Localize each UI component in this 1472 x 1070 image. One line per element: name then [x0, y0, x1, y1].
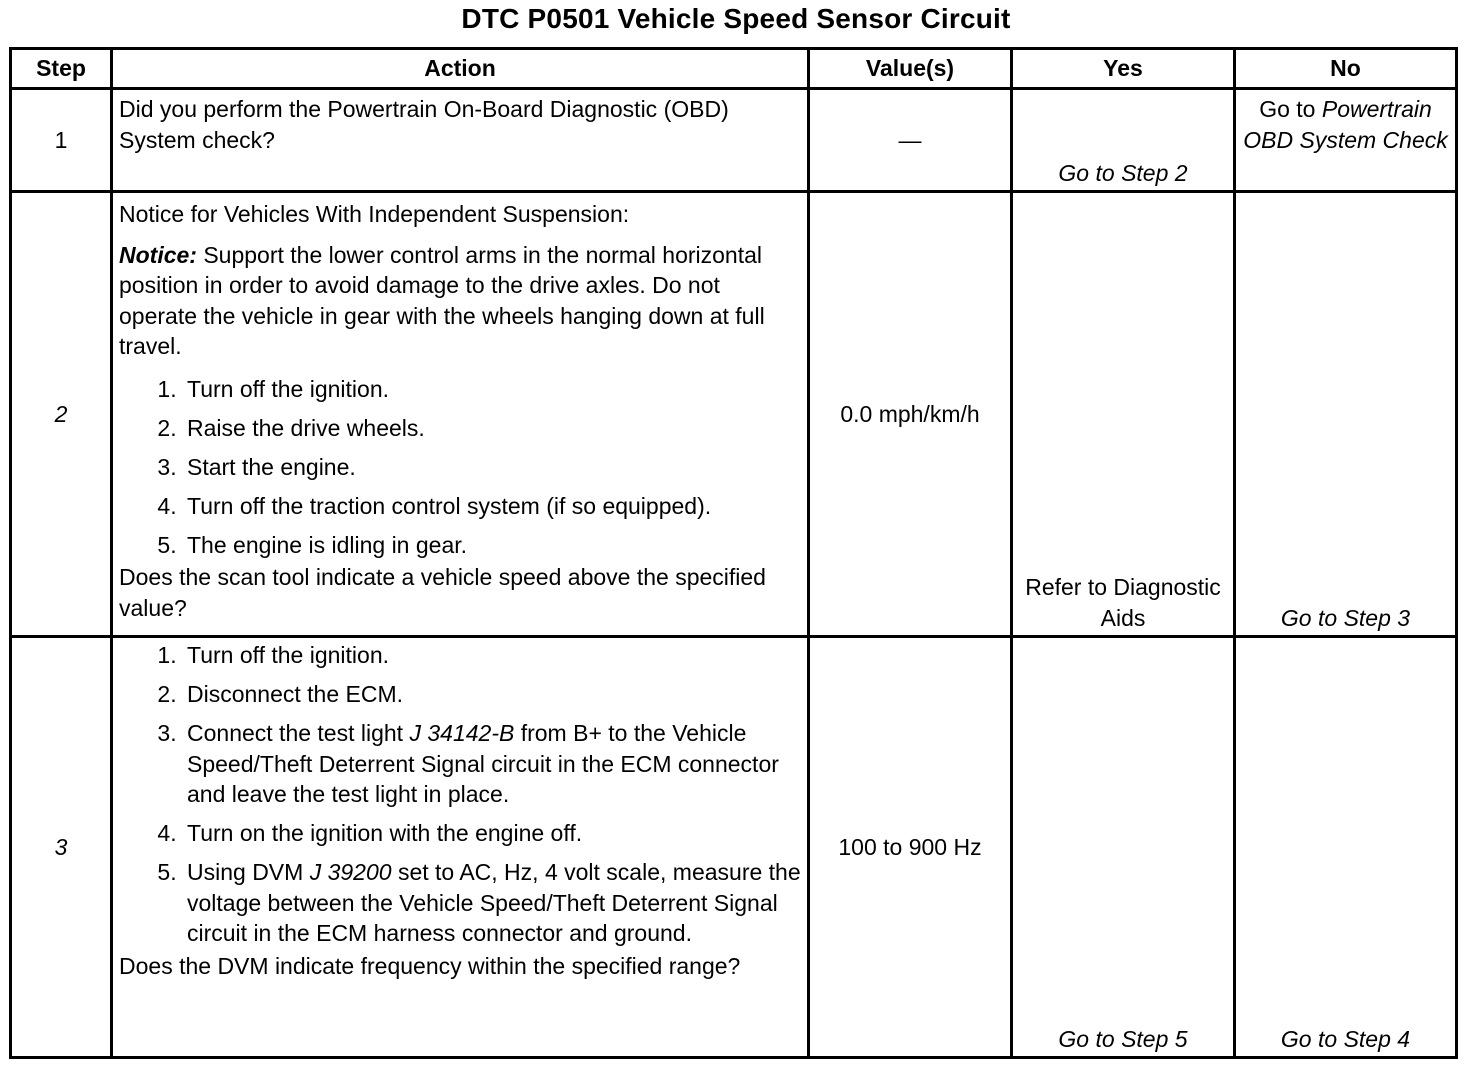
list-item	[183, 857, 801, 949]
list-item	[183, 718, 801, 810]
diagnostic-table	[9, 47, 1458, 1059]
yes-cell: Go to Step 2	[1012, 89, 1235, 192]
action-question: Did you perform the Powertrain On-Board Diagnostic (OBD) System check?	[119, 96, 729, 153]
table-header-row	[11, 49, 1457, 89]
value-cell: 100 to 900 Hz	[809, 637, 1012, 1058]
value-cell: —	[809, 89, 1012, 192]
document-title: DTC P0501 Vehicle Speed Sensor Circuit	[461, 3, 1011, 34]
action-cell	[112, 89, 809, 192]
step-text: from B+ to the Vehicle Speed/Theft Deterrent Signal circuit in the ECM connector and leave the test light in place.	[187, 720, 779, 807]
header-yes: Yes	[1012, 49, 1235, 89]
list-item: 1. Turn off the ignition.	[183, 640, 801, 671]
list-item: 3. Start the engine.	[183, 452, 801, 483]
action-cell	[112, 192, 809, 637]
step-number: 1	[11, 89, 112, 192]
tool-number: J 39200	[309, 859, 392, 885]
list-item: 2. Raise the drive wheels.	[183, 413, 801, 444]
list-item: 4. Turn off the traction control system (if so equipped).	[183, 491, 801, 522]
no-cell	[1235, 89, 1457, 192]
table-row	[11, 637, 1457, 1058]
step-text: set to AC, Hz, 4 volt scale, measure the voltage between the Vehicle Speed/Theft Deterrent Signal circuit in the ECM harness connector and ground.	[187, 859, 801, 946]
value-cell: 0.0 mph/km/h	[809, 192, 1012, 637]
no-link: Powertrain OBD System Check	[1243, 96, 1448, 153]
header-step: Step	[11, 49, 112, 89]
procedure-steps	[119, 640, 801, 949]
table-row	[11, 89, 1457, 192]
action-question: Does the DVM indicate frequency within the specified range?	[119, 952, 741, 979]
list-item: 2. Disconnect the ECM.	[183, 679, 801, 710]
list-item: 4. Turn on the ignition with the engine off.	[183, 818, 801, 849]
no-cell: Go to Step 4	[1235, 637, 1457, 1058]
list-item: 5. The engine is idling in gear.	[183, 530, 801, 561]
notice-text: Support the lower control arms in the normal horizontal position in order to avoid damage to the drive axles. Do not operate the vehicle in gear with the wheels hanging down at full travel.	[119, 241, 765, 359]
header-no: No	[1235, 49, 1457, 89]
step-number: 3	[11, 637, 112, 1058]
step-text: Connect the test light	[187, 720, 410, 746]
notice-label: Notice:	[119, 241, 197, 268]
table-row	[11, 192, 1457, 637]
header-action: Action	[112, 49, 809, 89]
tool-number: J 34142-B	[409, 720, 515, 746]
procedure-steps	[119, 374, 801, 561]
action-question: Does the scan tool indicate a vehicle speed above the specified value?	[119, 564, 766, 621]
action-cell	[112, 637, 809, 1058]
yes-cell: Refer to Diagnostic Aids	[1012, 192, 1235, 637]
header-values: Value(s)	[809, 49, 1012, 89]
yes-cell: Go to Step 5	[1012, 637, 1235, 1058]
no-prefix: Go to	[1259, 96, 1316, 122]
list-item: 1. Turn off the ignition.	[183, 374, 801, 405]
notice-paragraph	[119, 240, 801, 362]
notice-heading: Notice for Vehicles With Independent Suspension:	[119, 201, 630, 227]
step-text: Using DVM	[187, 859, 310, 885]
step-number: 2	[11, 192, 112, 637]
no-cell: Go to Step 3	[1235, 192, 1457, 637]
